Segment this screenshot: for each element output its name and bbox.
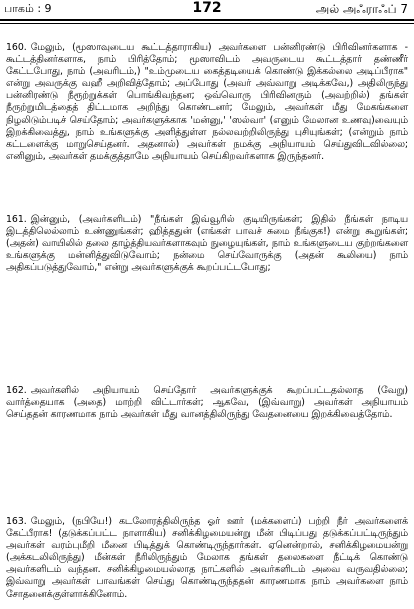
verse-text: மேலும், (நபியே!) கடலோரத்திலிருந்த ஓர் ஊர் (மக்களைப்) பற்றி நீர் அவர்களைக் கேட்பீராக! (தடுக்கப்பட்ட நாளாகிய) சனிக்கிழமையன்று மீன் பிடிப்பது தடுக்கப்பட்டிருந்தும் அவர்கள் வரம்புமீறி மீனை பிடித்துக் கொண்டிருந்தார்கள். ஏனென்றால், சனிக்கிழமையன்று (அக்கடலிலிருந்து) மீன்கள் நீரிலிருந்தும் மேலாக தங்கள் தலைகளை நீட்டிக் கொண்டு அவர்களிடம் வந்தன. சனிக்கிழமையல்லாத நாட்களில் அவர்களிடம் அவை வருவதில்லை; இவ்வாறு அவர்கள் பாவங்கள் செய்து கொண்டிருந்ததன் காரணமாக நாம் அவர்களை நாம் சோதனைக்குள்ளாக்கினோம். [6, 516, 408, 600]
verse-text: இன்னும், (அவர்களிடம்) "நீங்கள் இவ்வூரில் குடியிருங்கள்; இதில் நீங்கள் நாடிய இடத்திலெல்லாம் உண்ணுங்கள்; ஹித்ததுன் (எங்கள் பாவச் சுமை நீங்குக!) என்று கூறுங்கள்; (அதன்) வாயிலில் தலை தாழ்த்தியவர்களாகவும் நுழையுங்கள், நாம் உங்களுடைய குற்றங்களை உங்களுக்கு மன்னித்துவிடுவோம்; நன்மை செய்வோருக்கு (அதன் கூலியை) நாம் அதிகப்படுத்துவோம்," என்று அவர்களுக்குக் கூறப்பட்டபோது; [6, 214, 408, 274]
verse-text: அவர்களில் அநியாயம் செய்தோர் அவர்களுக்குக் கூறப்பட்டதல்லாத (வேறு) வார்த்தையாக (அதை) மாற்றி விட்டார்கள்; ஆகவே, (இவ்வாறு) அவர்கள் அநியாயம் செய்ததன் காரணமாக நாம் அவர்கள் மீது வானத்திலிருந்து வேதனையை இறக்கிவைத்தோம். [6, 385, 408, 421]
page-body [6, 30, 408, 609]
verse-paragraph [6, 214, 408, 274]
page-number: 172 [192, 0, 222, 16]
verse-number: 163. [6, 516, 27, 527]
surah-title: அல் அஃராஃப் 7 [315, 2, 408, 16]
header-rule-thick [0, 19, 414, 21]
verse-number: 162. [6, 385, 27, 396]
header-rule-thin [0, 23, 414, 24]
verse-paragraph [6, 385, 408, 421]
part-label: பாகம் : 9 [4, 2, 52, 15]
verse-text: மேலும், (மூஸாவுடைய கூட்டத்தாராகிய) அவர்களை பன்னிரண்டு பிரிவினர்களாக - கூட்டத்தினர்களாக, நாம் பிரித்தோம்; மூஸாவிடம் அவருடைய கூட்டத்தார் தண்ணீர் கேட்டபோது, நாம் (அவரிடம்,) "உம்முடைய கைத்தடியைக் கொண்டு இக்கல்லை அடிப்பீராக" என்று அவருக்கு வஹீ அறிவித்தோம்; அப்போது (அவர் அவ்வாறு அடிக்கவே,) அதிலிருந்து பன்னிரண்டு நீரூற்றுக்கள் பொங்கிவந்தன; ஒவ்வொரு பிரிவினரும் (அவற்றில்) தங்கள் நீருற்றுமிடத்தைத் திட்டமாக அறிந்து கொண்டனர்; மேலும், அவர்கள் மீது மேகங்களை நிழலிடும்படிச் செய்தோம்; அவர்களுக்காக 'மன்னு,' 'ஸல்வா' (எனும் மேலான உணவு)வையும் இறக்கிவைத்து, நாம் உங்களுக்கு அளித்துள்ள நல்லவற்றிலிருந்து புசியுங்கள்; (என்றும் நாம் கட்டளைக்கு மாறுசெய்தனர். அதனால்) அவர்கள் நமக்கு அநியாயம் செய்துவிடவில்லை; எனினும், அவர்கள் தமக்குத்தாமே அநியாயம் செய்கிறவர்களாக இருந்தனர். [6, 42, 408, 162]
verse-paragraph [6, 42, 408, 163]
verse-paragraph [6, 516, 408, 601]
verse-number: 161. [6, 214, 27, 225]
page-header [0, 0, 414, 20]
verse-number: 160. [6, 42, 27, 53]
